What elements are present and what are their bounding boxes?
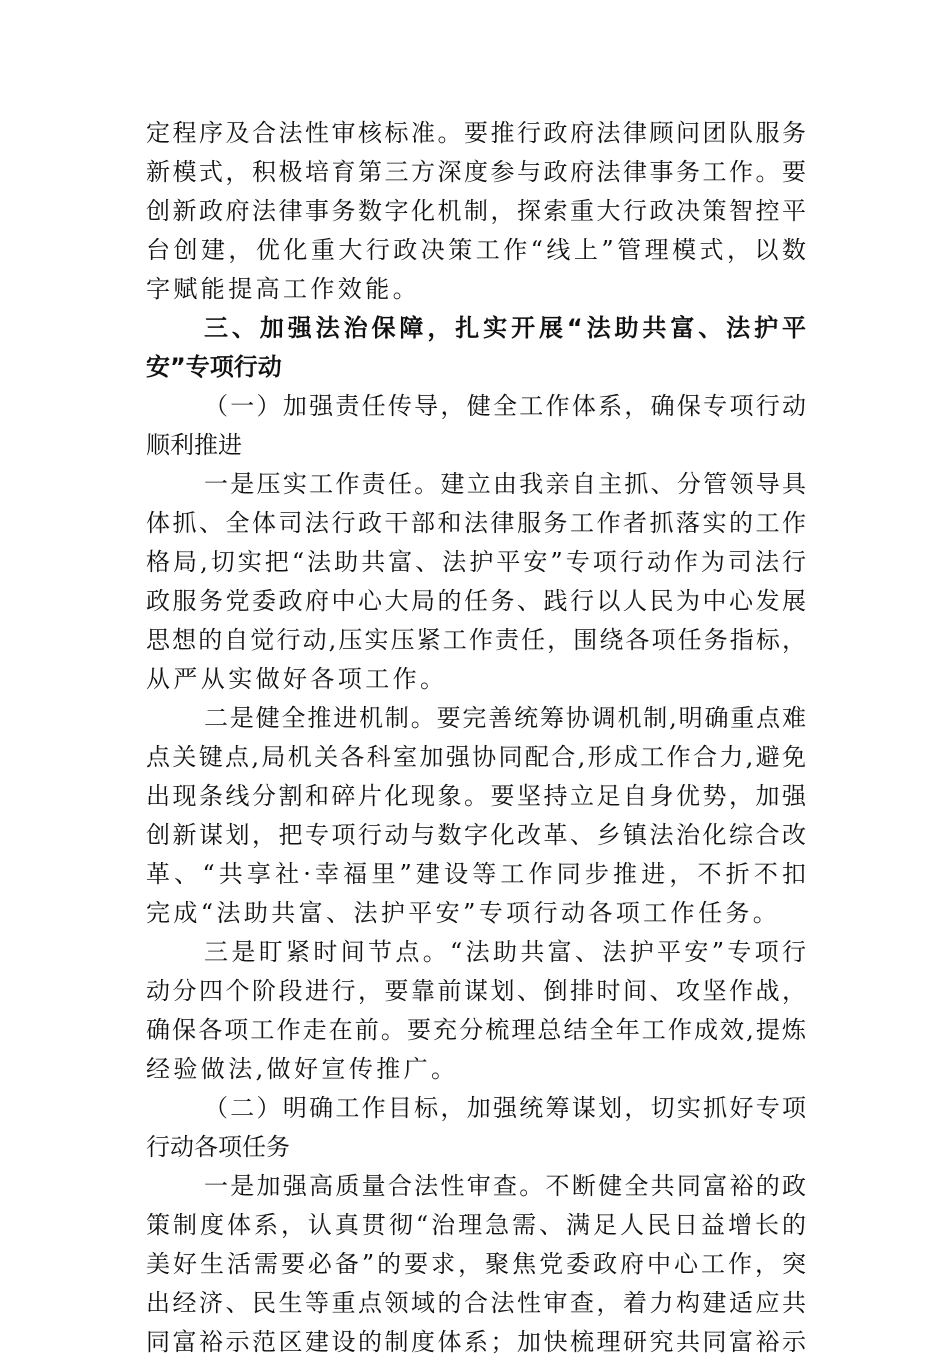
paragraph-line: 体抓、全体司法行政干部和法律服务工作者抓落实的工作 [146, 509, 806, 537]
paragraph-line: 动分四个阶段进行，要靠前谋划、倒排时间、攻坚作战， [146, 977, 806, 1005]
paragraph-line: 经验做法,做好宣传推广。 [146, 1055, 459, 1083]
paragraph-line: 二是健全推进机制。要完善统筹协调机制,明确重点难 [204, 704, 806, 732]
paragraph-line: 从严从实做好各项工作。 [146, 665, 448, 693]
subsection-heading-line: （二）明确工作目标，加强统筹谋划，切实抓好专项 [204, 1094, 806, 1122]
paragraph-line: 同富裕示范区建设的制度体系；加快梳理研究共同富裕示 [146, 1328, 806, 1356]
paragraph-line: 政服务党委政府中心大局的任务、践行以人民为中心发展 [146, 587, 806, 615]
paragraph-line: 确保各项工作走在前。要充分梳理总结全年工作成效,提炼 [146, 1016, 806, 1044]
paragraph-line: 策制度体系，认真贯彻“治理急需、满足人民日益增长的 [146, 1211, 806, 1239]
paragraph-line: 出经济、民生等重点领域的合法性审查，着力构建适应共 [146, 1289, 806, 1317]
paragraph-line: 点关键点,局机关各科室加强协同配合,形成工作合力,避免 [146, 743, 806, 771]
paragraph-line: 美好生活需要必备”的要求，聚焦党委政府中心工作，突 [146, 1250, 806, 1278]
paragraph-line: 创新政府法律事务数字化机制，探索重大行政决策智控平 [146, 197, 806, 225]
paragraph-line: 三是盯紧时间节点。“法助共富、法护平安”专项行 [204, 938, 806, 966]
paragraph-line: 出现条线分割和碎片化现象。要坚持立足自身优势，加强 [146, 782, 806, 810]
paragraph-line: 字赋能提高工作效能。 [146, 275, 420, 303]
paragraph-line: 思想的自觉行动,压实压紧工作责任，围绕各项任务指标， [146, 626, 806, 654]
paragraph-line: 创新谋划，把专项行动与数字化改革、乡镇法治化综合改 [146, 821, 806, 849]
paragraph-line: 完成“法助共富、法护平安”专项行动各项工作任务。 [146, 899, 781, 927]
subsection-heading-line: 行动各项任务 [146, 1133, 290, 1161]
paragraph-line: 革、“共享社·幸福里”建设等工作同步推进，不折不扣 [146, 860, 806, 888]
paragraph-line: 一是加强高质量合法性审查。不断健全共同富裕的政 [204, 1172, 806, 1200]
subsection-heading-line: 顺利推进 [146, 431, 242, 459]
paragraph-line: 新模式，积极培育第三方深度参与政府法律事务工作。要 [146, 158, 806, 186]
paragraph-line: 一是压实工作责任。建立由我亲自主抓、分管领导具 [204, 470, 806, 498]
section-heading-line: 三、加强法治保障，扎实开展“法助共富、法护平 [204, 314, 806, 342]
paragraph-line: 定程序及合法性审核标准。要推行政府法律顾问团队服务 [146, 119, 806, 147]
paragraph-line: 台创建，优化重大行政决策工作“线上”管理模式，以数 [146, 236, 806, 264]
section-heading-line: 安”专项行动 [146, 353, 282, 381]
document-page [146, 114, 806, 1362]
paragraph-line: 格局,切实把“法助共富、法护平安”专项行动作为司法行 [146, 548, 806, 576]
subsection-heading-line: （一）加强责任传导，健全工作体系，确保专项行动 [204, 392, 806, 420]
